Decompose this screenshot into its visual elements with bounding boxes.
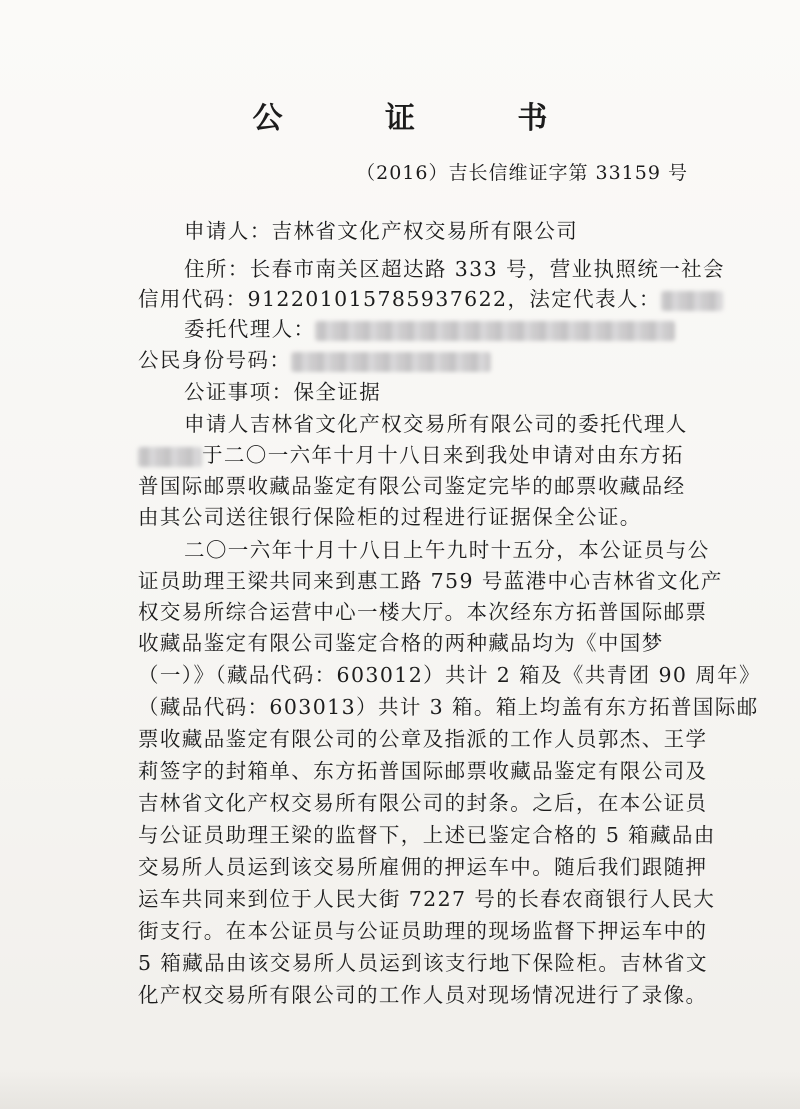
document-number: （2016）吉长信维证字第 33159 号 (356, 162, 688, 184)
paragraph-1-line-1: 申请人吉林省文化产权交易所有限公司的委托代理人 (184, 412, 688, 436)
redacted-id-number (291, 352, 491, 372)
agent-label: 委托代理人： (184, 317, 316, 341)
paragraph-2-line-3: 权交易所综合运营中心一楼大厅。本次经东方拓普国际邮票 (138, 600, 708, 624)
paragraph-1-line-4: 由其公司送往银行保险柜的过程进行证据保全公证。 (138, 505, 642, 529)
matter-line: 公证事项：保全证据 (184, 380, 382, 404)
address-line-1: 住所：长春市南关区超达路 333 号，营业执照统一社会 (184, 257, 725, 281)
paragraph-2-line-14: 5 箱藏品由该交易所人员运到该支行地下保险柜。吉林省文 (138, 951, 708, 975)
redacted-agent-name (138, 447, 202, 467)
paragraph-2-line-10: 与公证员助理王梁的监督下，上述已鉴定合格的 5 箱藏品由 (138, 823, 716, 847)
address-line-2 (138, 284, 688, 314)
document-title: 公 证 书 (252, 101, 594, 136)
paragraph-1-line-2-text: 于二〇一六年十月十八日来到我处申请对由东方拓 (202, 443, 684, 467)
id-label: 公民身份号码： (138, 348, 292, 372)
paragraph-2-line-11: 交易所人员运到该交易所雇佣的押运车中。随后我们跟随押 (138, 855, 708, 879)
paragraph-1-line-3: 普国际邮票收藏品鉴定有限公司鉴定完毕的邮票收藏品经 (138, 474, 686, 498)
paragraph-2-line-7: 票收藏品鉴定有限公司的公章及指派的工作人员郭杰、王学 (138, 727, 708, 751)
page-bottom-shadow (0, 1069, 800, 1109)
redacted-agent (315, 321, 675, 341)
paragraph-2-line-6: （藏品代码：603013）共计 3 箱。箱上均盖有东方拓普国际邮 (138, 695, 759, 719)
agent-line (184, 314, 688, 344)
paragraph-2-line-4: 收藏品鉴定有限公司鉴定合格的两种藏品均为《中国梦 (138, 631, 664, 655)
paragraph-2-line-12: 运车共同来到位于人民大街 7227 号的长春农商银行人民大 (138, 887, 716, 911)
redacted-representative (661, 291, 723, 311)
applicant-line: 申请人：吉林省文化产权交易所有限公司 (184, 219, 579, 243)
paragraph-2-line-15: 化产权交易所有限公司的工作人员对现场情况进行了录像。 (138, 983, 708, 1007)
id-line (138, 345, 688, 375)
paragraph-2-line-1: 二〇一六年十月十八日上午九时十五分，本公证员与公 (184, 538, 710, 562)
paragraph-2-line-5: （一）》（藏品代码：603012）共计 2 箱及《共青团 90 周年》 (138, 663, 761, 687)
paragraph-2-line-13: 街支行。在本公证员与公证员助理的现场监督下押运车中的 (138, 919, 708, 943)
paragraph-1-line-2 (138, 440, 688, 470)
paragraph-2-line-8: 莉签字的封箱单、东方拓普国际邮票收藏品鉴定有限公司及 (138, 759, 708, 783)
paragraph-2-line-9: 吉林省文化产权交易所有限公司的封条。之后，在本公证员 (138, 791, 708, 815)
credit-code-text: 信用代码：912201015785937622，法定代表人： (138, 287, 661, 311)
paragraph-2-line-2: 证员助理王梁共同来到惠工路 759 号蓝港中心吉林省文化产 (138, 569, 723, 593)
